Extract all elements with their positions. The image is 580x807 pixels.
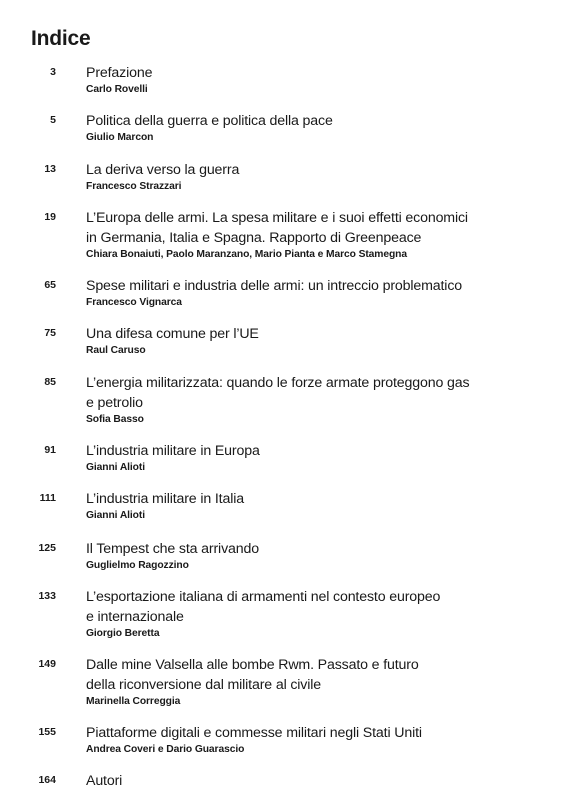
- toc-title: Il Tempest che sta arrivando: [86, 541, 259, 557]
- toc-page-number: 19: [44, 211, 56, 223]
- toc-page-number: 75: [44, 327, 56, 339]
- toc-page-number: 13: [44, 163, 56, 175]
- toc-page-number: 5: [50, 114, 56, 126]
- toc-author: Francesco Vignarca: [86, 297, 182, 308]
- toc-author: Guglielmo Ragozzino: [86, 560, 189, 571]
- toc-title-line: L’Europa delle armi. La spesa militare e i suoi effetti economici: [86, 210, 468, 226]
- toc-page-number: 149: [38, 658, 56, 670]
- toc-title-line: della riconversione dal militare al civile: [86, 677, 321, 693]
- toc-author: Carlo Rovelli: [86, 84, 148, 95]
- toc-title-line: L’esportazione italiana di armamenti nel contesto europeo: [86, 589, 441, 605]
- toc-page-number: 125: [38, 542, 56, 554]
- toc-title: L’industria militare in Italia: [86, 491, 244, 507]
- toc-author: Marinella Correggia: [86, 696, 181, 707]
- toc-page-number: 3: [50, 66, 56, 78]
- toc-author: Gianni Alioti: [86, 462, 145, 473]
- toc-page-number: 133: [38, 590, 56, 602]
- toc-title-line: e petrolio: [86, 395, 143, 411]
- toc-title: Politica della guerra e politica della pace: [86, 113, 333, 129]
- toc-title: Spese militari e industria delle armi: un intreccio problematico: [86, 278, 462, 294]
- toc-title-line: L’energia militarizzata: quando le forze armate proteggono gas: [86, 375, 470, 391]
- toc-author: Andrea Coveri e Dario Guarascio: [86, 744, 245, 755]
- toc-title: La deriva verso la guerra: [86, 162, 240, 178]
- toc-page-number: 155: [38, 726, 56, 738]
- toc-author: Giulio Marcon: [86, 132, 154, 143]
- toc-page-number: 65: [44, 279, 56, 291]
- page-title: Indice: [31, 27, 91, 50]
- toc-title: Autori: [86, 773, 123, 789]
- toc-page-number: 164: [38, 774, 56, 786]
- toc-author: Francesco Strazzari: [86, 181, 182, 192]
- toc-author: Raul Caruso: [86, 345, 146, 356]
- toc-title: Una difesa comune per l’UE: [86, 326, 259, 342]
- toc-page-number: 85: [44, 376, 56, 388]
- toc-page-number: 111: [39, 492, 56, 504]
- toc-author: Gianni Alioti: [86, 510, 145, 521]
- toc-author: Sofia Basso: [86, 414, 144, 425]
- toc-title-line: e internazionale: [86, 609, 184, 625]
- toc-page-number: 91: [44, 444, 56, 456]
- toc-author: Chiara Bonaiuti, Paolo Maranzano, Mario Pianta e Marco Stamegna: [86, 249, 407, 260]
- toc-title-line: Dalle mine Valsella alle bombe Rwm. Passato e futuro: [86, 657, 419, 673]
- toc-title: Prefazione: [86, 65, 153, 81]
- toc-title-line: in Germania, Italia e Spagna. Rapporto di Greenpeace: [86, 230, 422, 246]
- toc-title: L’industria militare in Europa: [86, 443, 260, 459]
- toc-author: Giorgio Beretta: [86, 628, 160, 639]
- toc-title: Piattaforme digitali e commesse militari negli Stati Uniti: [86, 725, 422, 741]
